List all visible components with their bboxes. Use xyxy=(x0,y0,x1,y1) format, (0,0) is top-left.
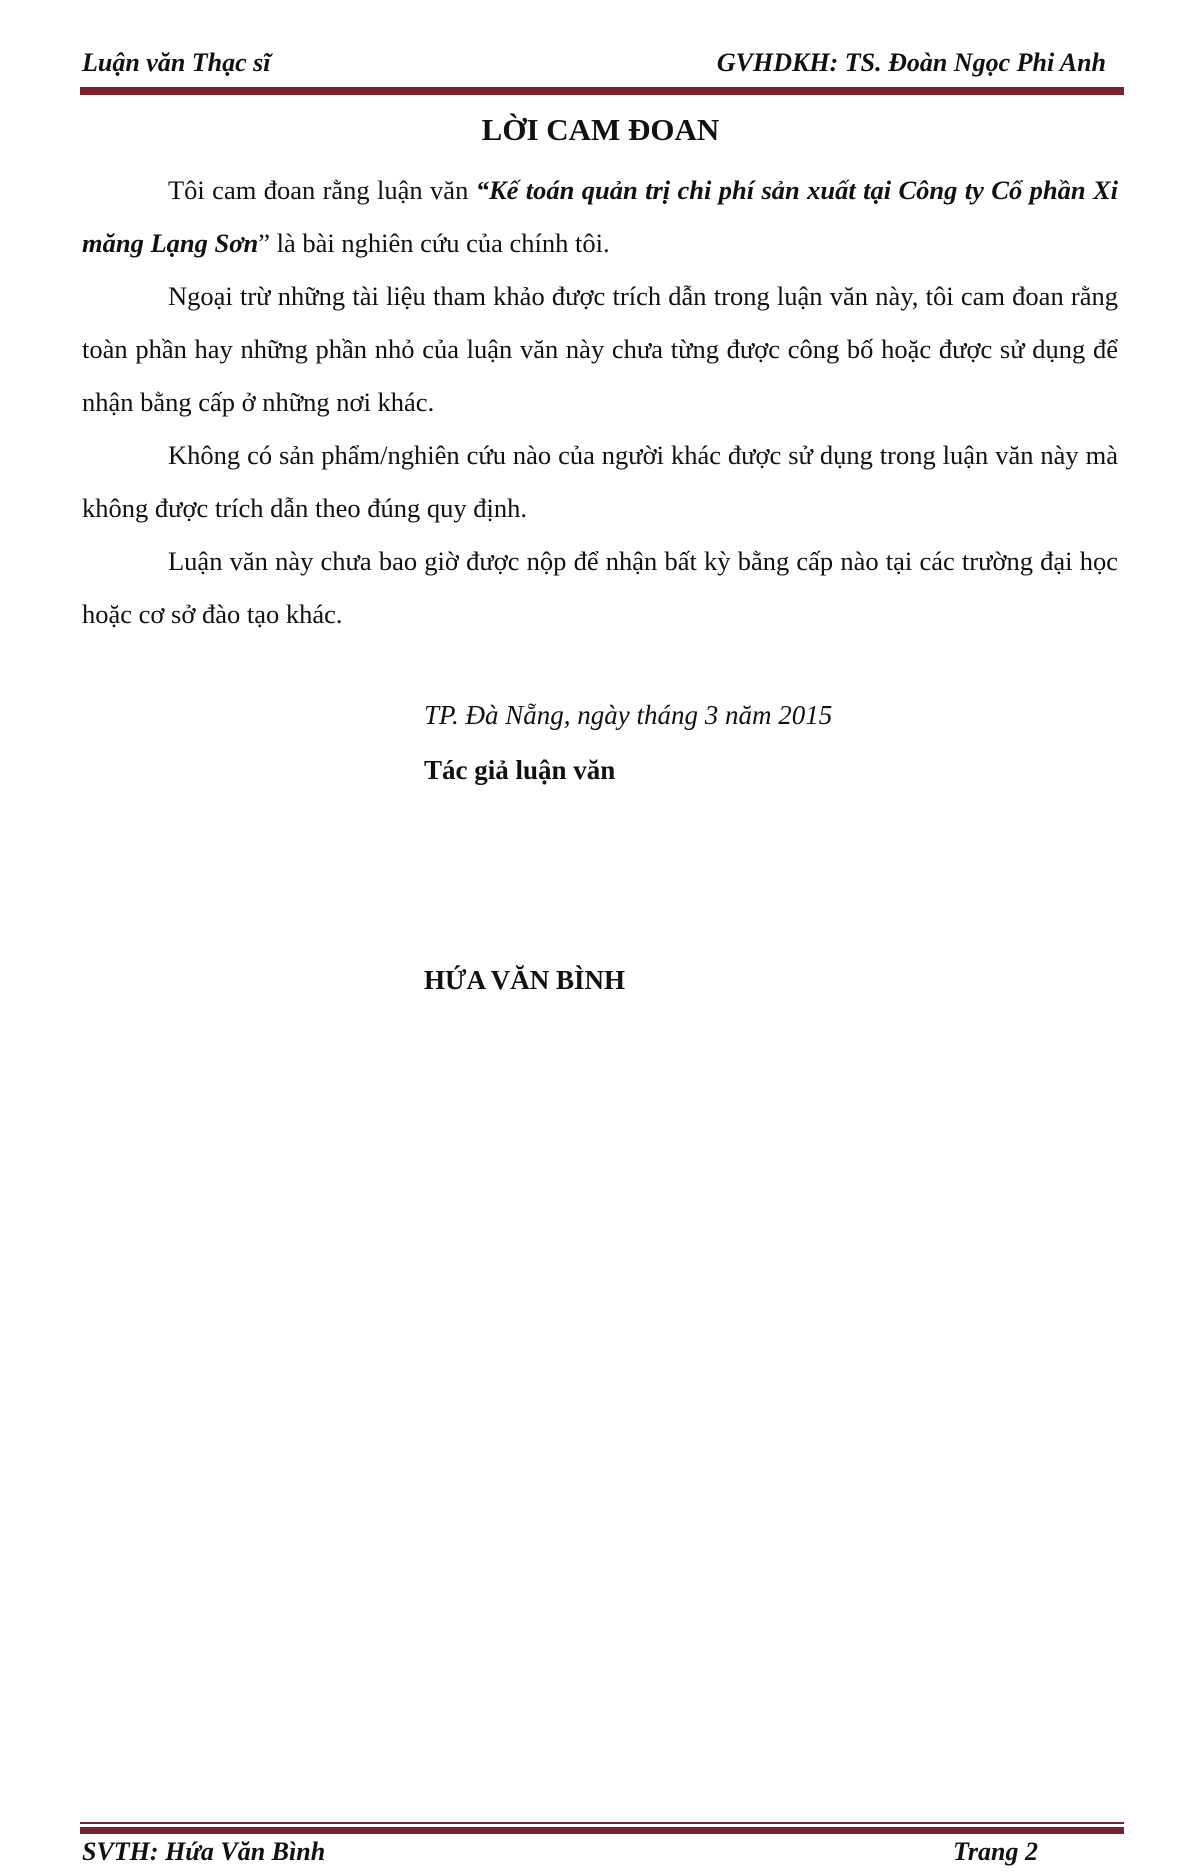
thesis-title: “Kế toán quản trị chi phí sản xuất tại Công ty Cổ phần Xi măng Lạng Sơn xyxy=(82,175,1118,258)
signature-role: Tác giả luận văn xyxy=(424,755,616,785)
author-name: HỨA VĂN BÌNH xyxy=(424,965,626,995)
paragraph-3: Không có sản phẩm/nghiên cứu nào của người khác được sử dụng trong luận văn này mà không được trích dẫn theo đúng quy định. xyxy=(82,440,1118,523)
header-advisor: GVHDKH: TS. Đoàn Ngọc Phi Anh xyxy=(716,48,1106,77)
header-thesis-type: Luận văn Thạc sĩ xyxy=(82,48,271,77)
page-footer xyxy=(82,1837,1124,1871)
paragraph-1 xyxy=(82,164,1118,270)
paragraph-1-lead: Tôi cam đoan rằng luận văn xyxy=(168,175,476,205)
page-header xyxy=(82,48,1124,84)
signature-date: TP. Đà Nẵng, ngày tháng 3 năm 2015 xyxy=(424,700,833,730)
paragraph-1-tail: ” là bài nghiên cứu của chính tôi. xyxy=(258,228,610,258)
footer-rule-thick xyxy=(80,1827,1124,1834)
footer-student: SVTH: Hứa Văn Bình xyxy=(82,1837,326,1866)
declaration-body xyxy=(82,164,1118,641)
footer-rule-thin xyxy=(80,1822,1124,1824)
page-title: LỜI CAM ĐOAN xyxy=(481,112,720,147)
page-number: Trang 2 xyxy=(953,1837,1038,1866)
paragraph-2: Ngoại trừ những tài liệu tham khảo được trích dẫn trong luận văn này, tôi cam đoan rằng toàn phần hay những phần nhỏ của luận văn này chưa từng được công bố hoặc được sử dụng để nhận bằng cấp ở những nơi khác. xyxy=(82,281,1118,417)
paragraph-4: Luận văn này chưa bao giờ được nộp để nhận bất kỳ bằng cấp nào tại các trường đại học hoặc cơ sở đào tạo khác. xyxy=(82,546,1118,629)
header-rule xyxy=(80,87,1124,95)
